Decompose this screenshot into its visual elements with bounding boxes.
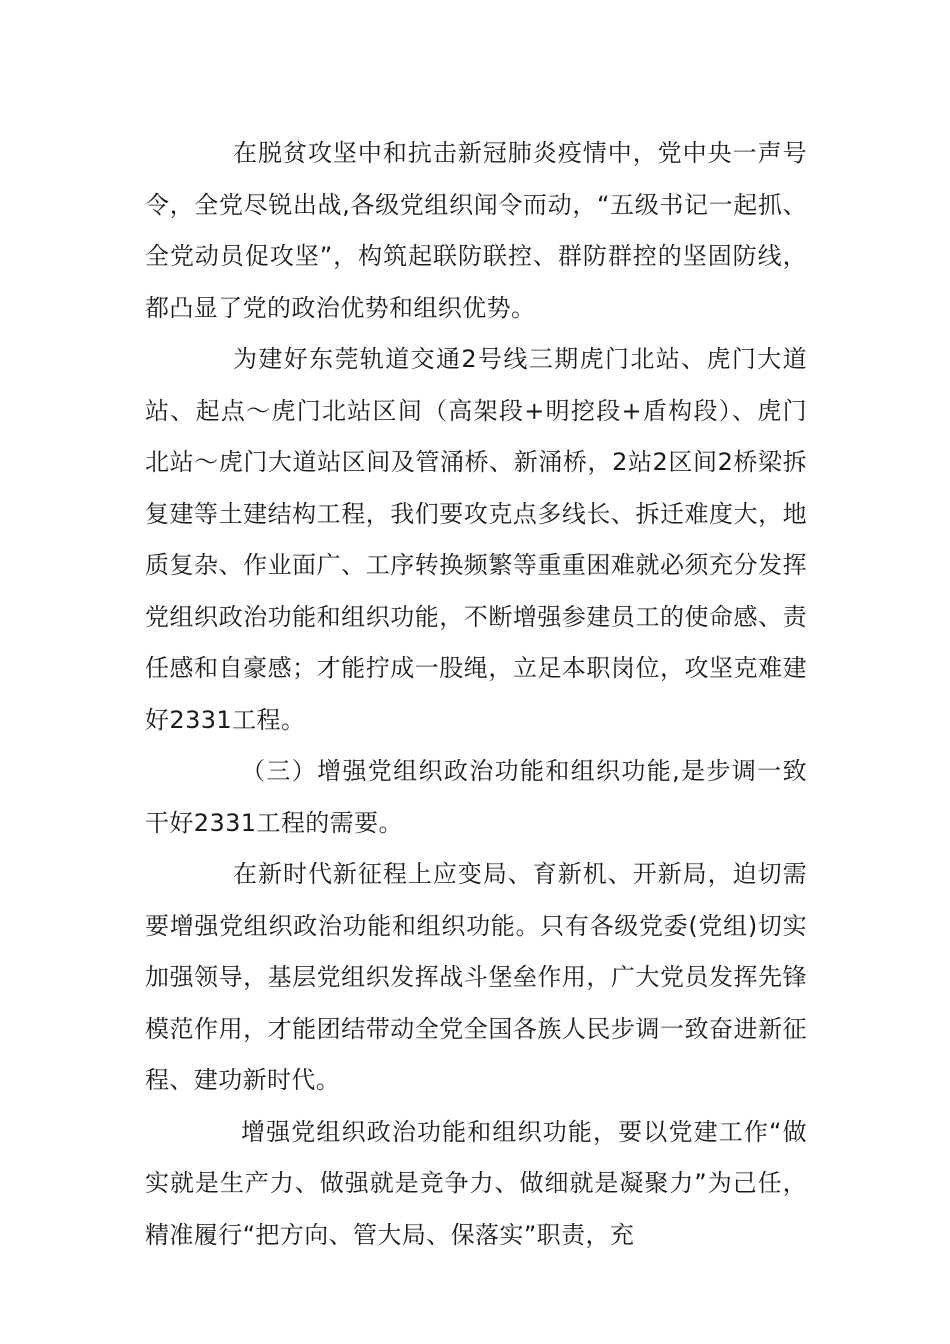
paragraph-new-era: 在新时代新征程上应变局、育新机、开新局，迫切需要增强党组织政治功能和组织功能。只有各级党委(党组)切实加强领导，基层党组织发挥战斗堡垒作用，广大党员发挥先锋模范作用，才能团结带动全党全国各族人民步调一致奋进新征程、建功新时代。 [145, 860, 807, 1094]
paragraph-party-building: 增强党组织政治功能和组织功能，要以党建工作“做实就是生产力、做强就是竞争力、做细就是凝聚力”为己任，精准履行“把方向、管大局、保落实”职责，充 [145, 1117, 807, 1249]
document-body [145, 128, 807, 1261]
paragraph-poverty-and-epidemic: 在脱贫攻坚中和抗击新冠肺炎疫情中，党中央一声号令，全党尽锐出战,各级党组织闻令而动，“五级书记一起抓、全党动员促攻坚”，构筑起联防联控、群防群控的坚固防线，都凸显了党的政治优势和组织优势。 [145, 139, 807, 322]
section-heading-three: （三）增强党组织政治功能和组织功能,是步调一致干好2331工程的需要。 [145, 757, 807, 837]
paragraph-line2-project: 为建好东莞轨道交通2号线三期虎门北站、虎门大道站、起点～虎门北站区间（高架段+明挖段+盾构段）、虎门北站～虎门大道站区间及管涌桥、新涌桥，2站2区间2桥梁拆复建等土建结构工程，我们要攻克点多线长、拆迁难度大，地质复杂、作业面广、工序转换频繁等重重困难就必须充分发挥党组织政治功能和组织功能，不断增强参建员工的使命感、责任感和自豪感；才能拧成一股绳，立足本职岗位，攻坚克难建好2331工程。 [145, 345, 807, 734]
